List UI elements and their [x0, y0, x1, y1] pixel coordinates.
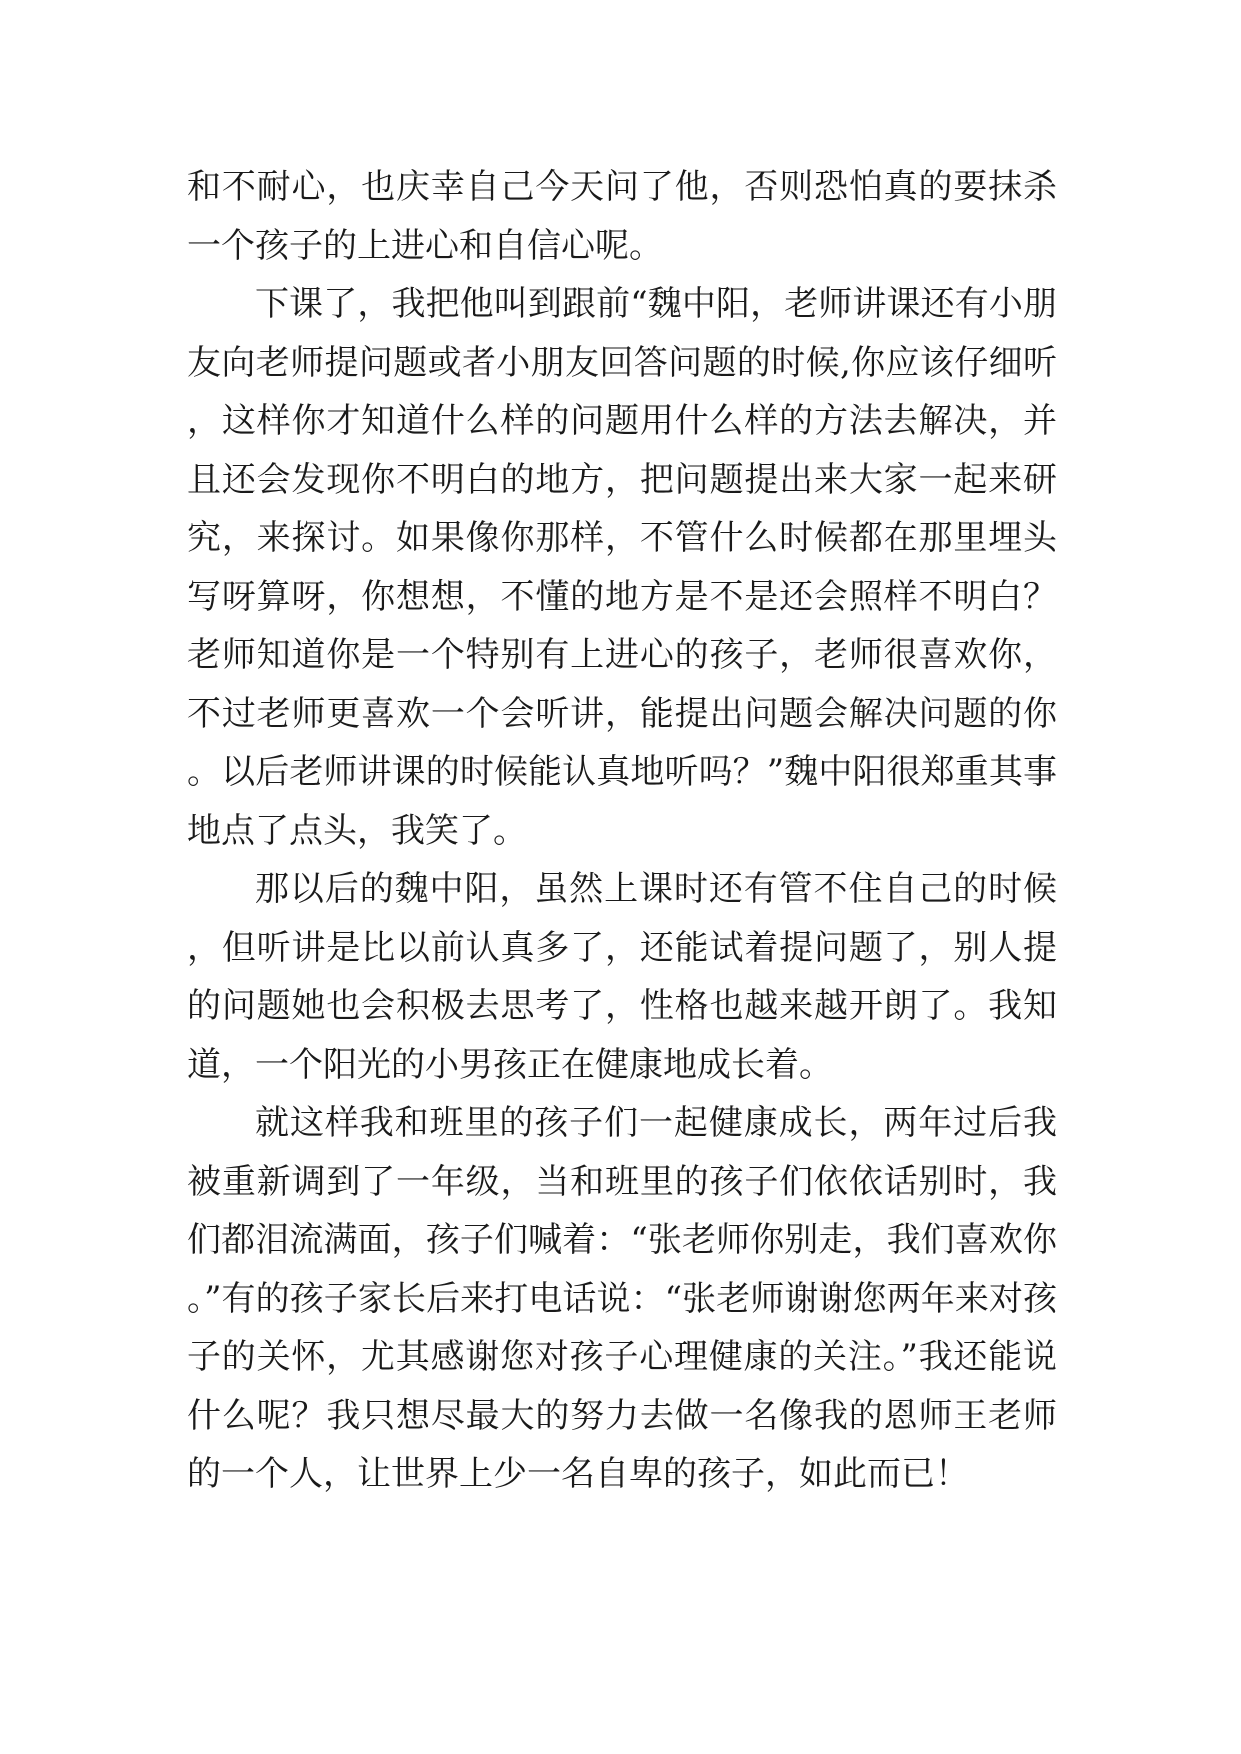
document-body: [187, 158, 1057, 1504]
paragraph-2: 下课了，我把他叫到跟前“魏中阳，老师讲课还有小朋友向老师提问题或者小朋友回答问题的时候,你应该仔细听，这样你才知道什么样的问题用什么样的方法去解决，并且还会发现你不明白的地方，把问题提出来大家一起来研究，来探讨。如果像你那样，不管什么时候都在那里埋头写呀算呀，你想想，不懂的地方是不是还会照样不明白？老师知道你是一个特别有上进心的孩子，老师很喜欢你，不过老师更喜欢一个会听讲，能提出问题会解决问题的你。以后老师讲课的时候能认真地听吗？”魏中阳很郑重其事地点了点头，我笑了。: [187, 284, 1057, 851]
paragraph-3: 那以后的魏中阳，虽然上课时还有管不住自己的时候，但听讲是比以前认真多了，还能试着提问题了，别人提的问题她也会积极去思考了，性格也越来越开朗了。我知道，一个阳光的小男孩正在健康地成长着。: [187, 869, 1057, 1085]
paragraph-1: 和不耐心，也庆幸自己今天问了他，否则恐怕真的要抹杀一个孩子的上进心和自信心呢。: [187, 167, 1057, 266]
paragraph-4: 就这样我和班里的孩子们一起健康成长，两年过后我被重新调到了一年级，当和班里的孩子们依依话别时，我们都泪流满面，孩子们喊着：“张老师你别走，我们喜欢你。”有的孩子家长后来打电话说：“张老师谢谢您两年来对孩子的关怀，尤其感谢您对孩子心理健康的关注。”我还能说什么呢？我只想尽最大的努力去做一名像我的恩师王老师的一个人，让世界上少一名自卑的孩子，如此而已！: [187, 1103, 1057, 1494]
